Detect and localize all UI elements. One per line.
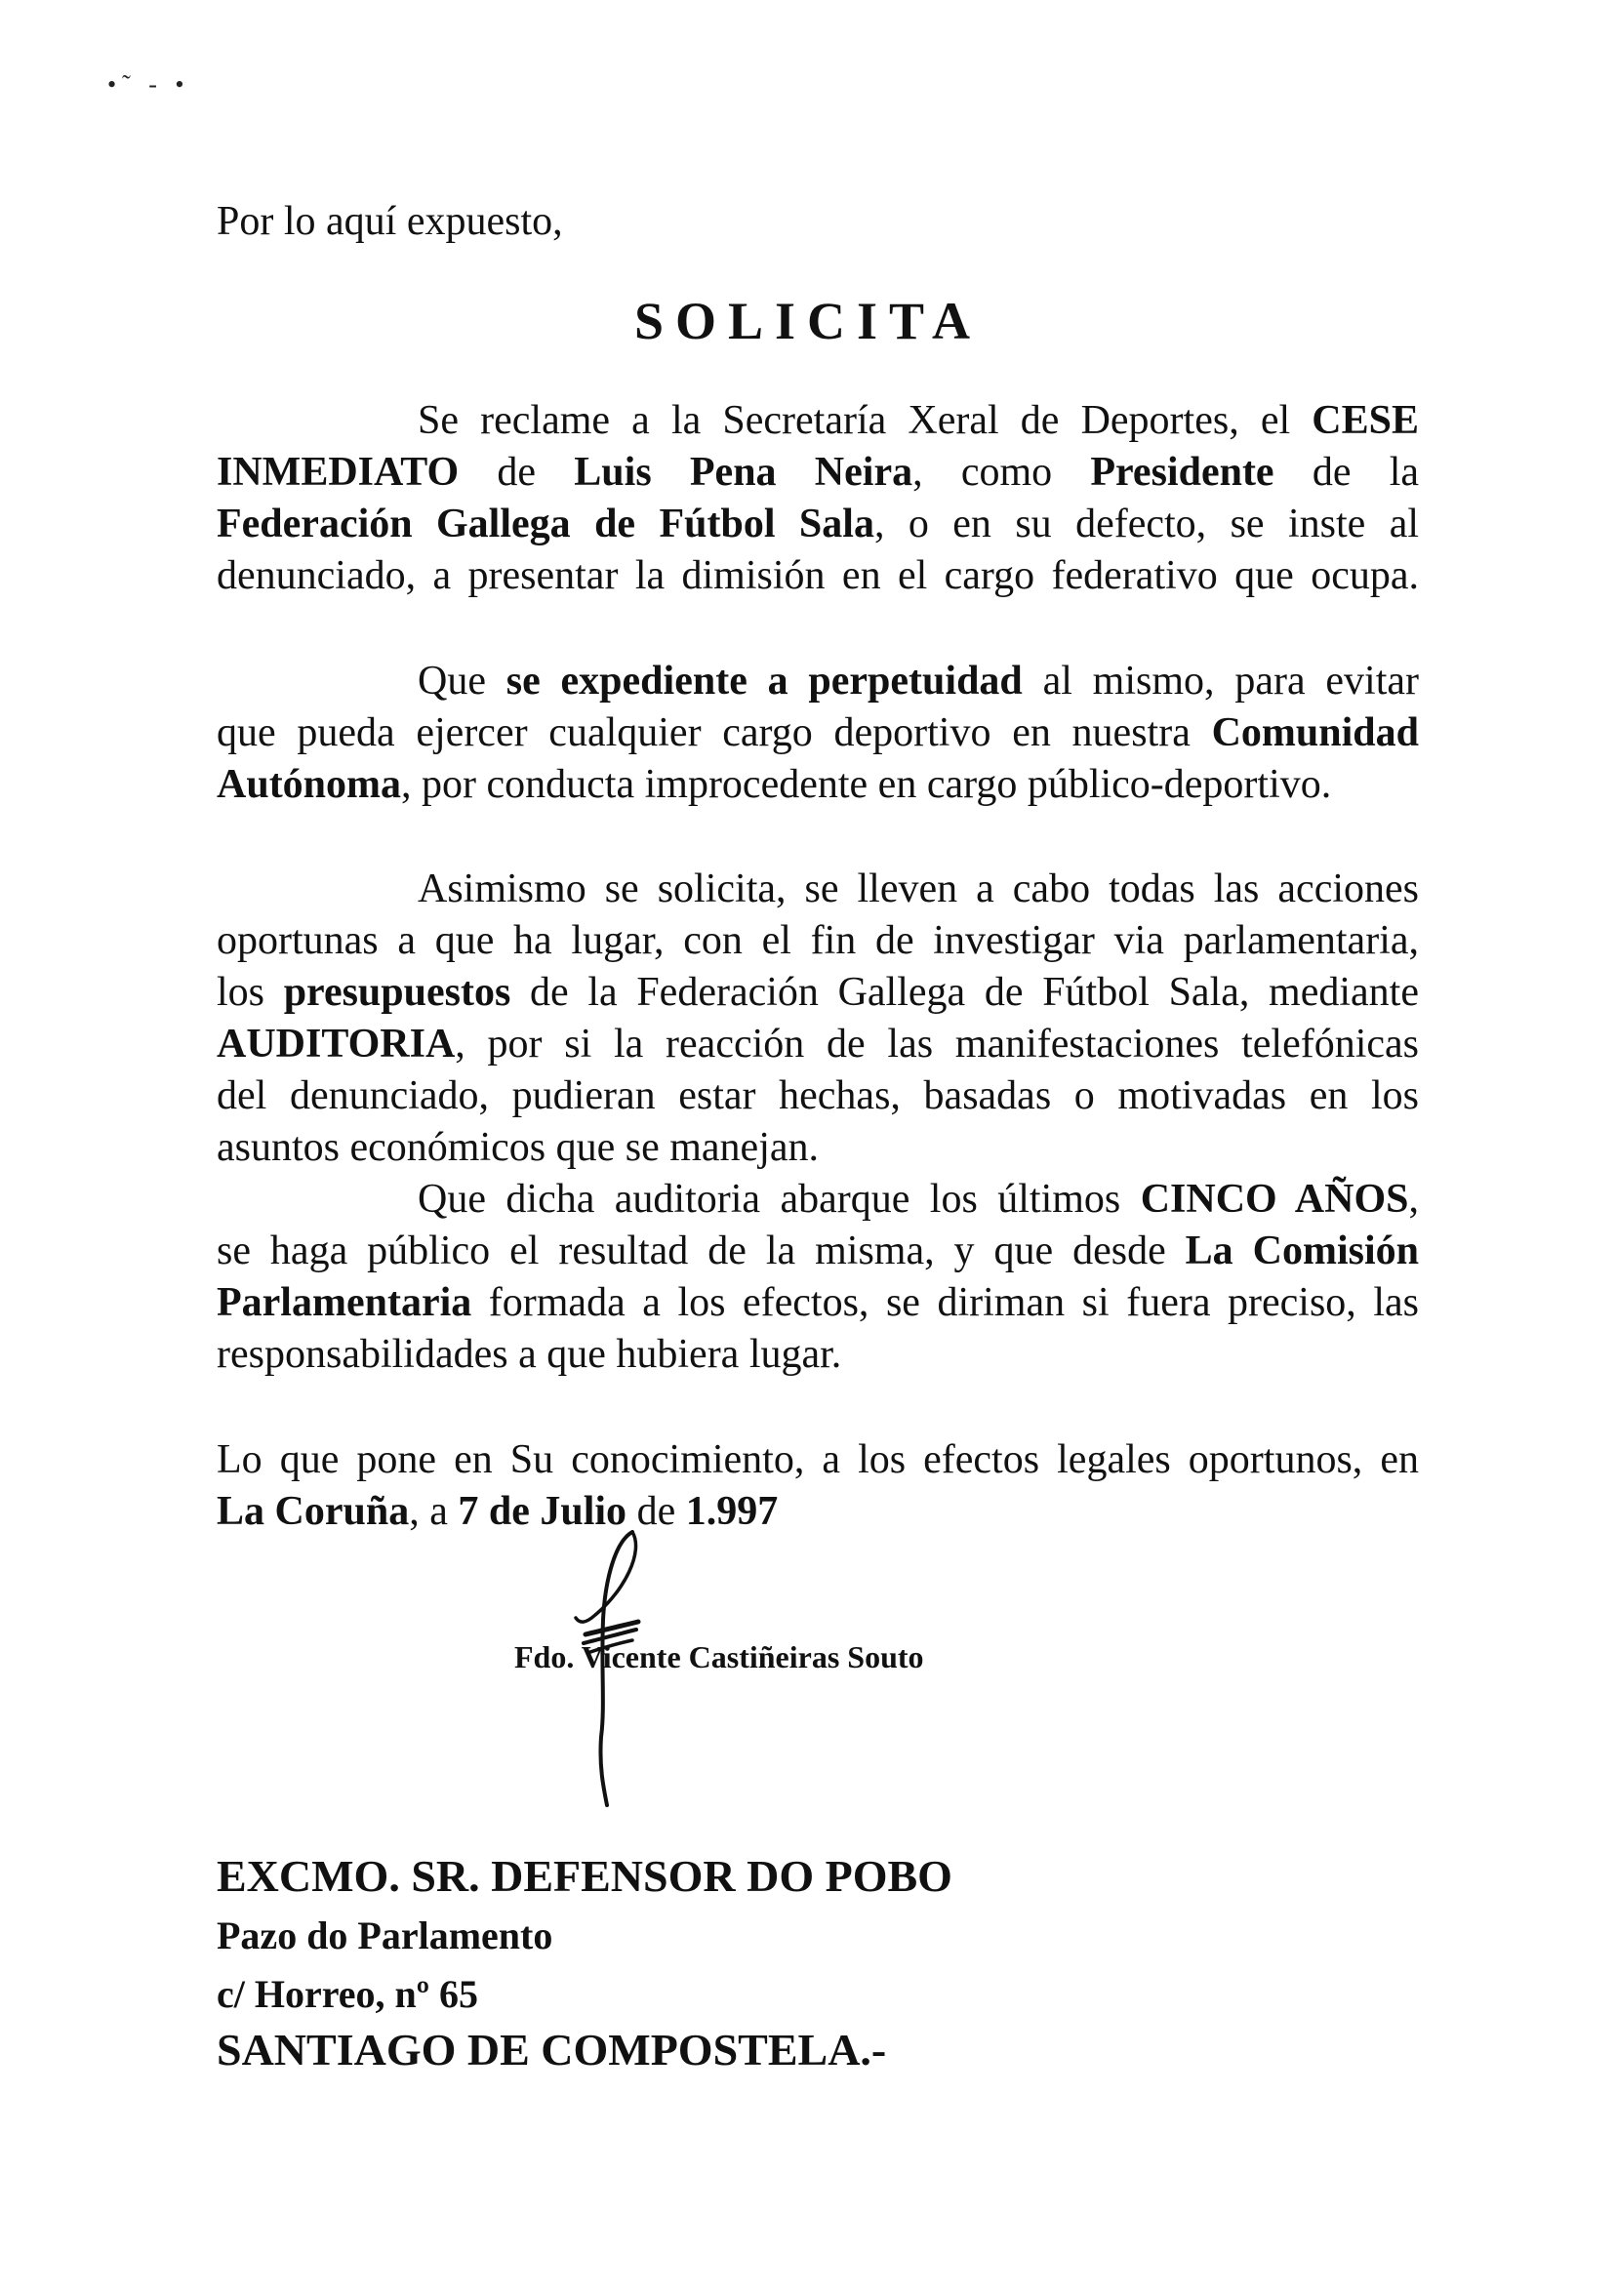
p1-line-3: Federación Gallega de Fútbol Sala, o en su defecto, se inste al — [217, 502, 1420, 546]
closing-paragraph — [217, 1434, 1419, 1538]
paragraph-3 — [217, 864, 1419, 1174]
signatory-name: Fdo. Vicente Castiñeiras Souto — [514, 1639, 924, 1674]
paragraph-1 — [217, 395, 1419, 602]
p1-line-1: Se reclame a la Secretaría Xeral de Deportes, el CESE — [418, 398, 1419, 443]
p4-line-4: responsabilidades a que hubiera lugar. — [217, 1332, 842, 1377]
recipient-building: Pazo do Parlamento — [217, 1913, 553, 1957]
recipient-title: EXCMO. SR. DEFENSOR DO POBO — [217, 1851, 952, 1901]
p2-line-1: Que se expediente a perpetuidad al mismo, para evitar — [418, 659, 1419, 704]
document-title: SOLICITA — [633, 292, 983, 350]
closing-line-2: La Coruña, a 7 de Julio de 1.997 — [217, 1489, 779, 1534]
p4-line-3: Parlamentaria formada a los efectos, se diriman si fuera preciso, las — [217, 1280, 1419, 1325]
p3-line-4: AUDITORIA, por si la reacción de las manifestaciones telefónicas — [217, 1022, 1419, 1067]
p3-line-2: oportunas a que ha lugar, con el fin de investigar via parlamentaria, — [217, 918, 1419, 963]
p4-line-1: Que dicha auditoria abarque los últimos CINCO AÑOS, — [418, 1177, 1419, 1222]
p2-line-3: Autónoma, por conducta improcedente en cargo público-deportivo. — [217, 762, 1332, 807]
paragraph-2 — [217, 656, 1419, 811]
p3-line-6: asuntos económicos que se manejan. — [217, 1125, 819, 1170]
p1-line-4: denunciado, a presentar la dimisión en el cargo federativo que ocupa. — [217, 553, 1419, 598]
p3-line-3: los presupuestos de la Federación Gallega de Fútbol Sala, mediante — [217, 970, 1419, 1015]
intro-line: Por lo aquí expuesto, — [217, 199, 563, 244]
p2-line-2: que pueda ejercer cualquier cargo deportivo en nuestra Comunidad — [217, 710, 1419, 755]
p1-line-2: INMEDIATO de Luis Pena Neira, como Presidente de la — [217, 450, 1420, 495]
p4-line-2: se haga público el resultad de la misma, y que desde La Comisión — [217, 1229, 1419, 1273]
p3-line-5: del denunciado, pudieran estar hechas, basadas o motivadas en los — [217, 1073, 1419, 1118]
paragraph-4 — [217, 1174, 1419, 1381]
p3-line-1: Asimismo se solicita, se lleven a cabo todas las acciones — [418, 866, 1419, 911]
recipient-city: SANTIAGO DE COMPOSTELA.- — [217, 2025, 887, 2074]
recipient-street: c/ Horreo, nº 65 — [217, 1972, 478, 2016]
closing-line-1: Lo que pone en Su conocimiento, a los efectos legales oportunos, en — [217, 1437, 1419, 1482]
scan-marks: •˜ - • — [107, 70, 190, 99]
